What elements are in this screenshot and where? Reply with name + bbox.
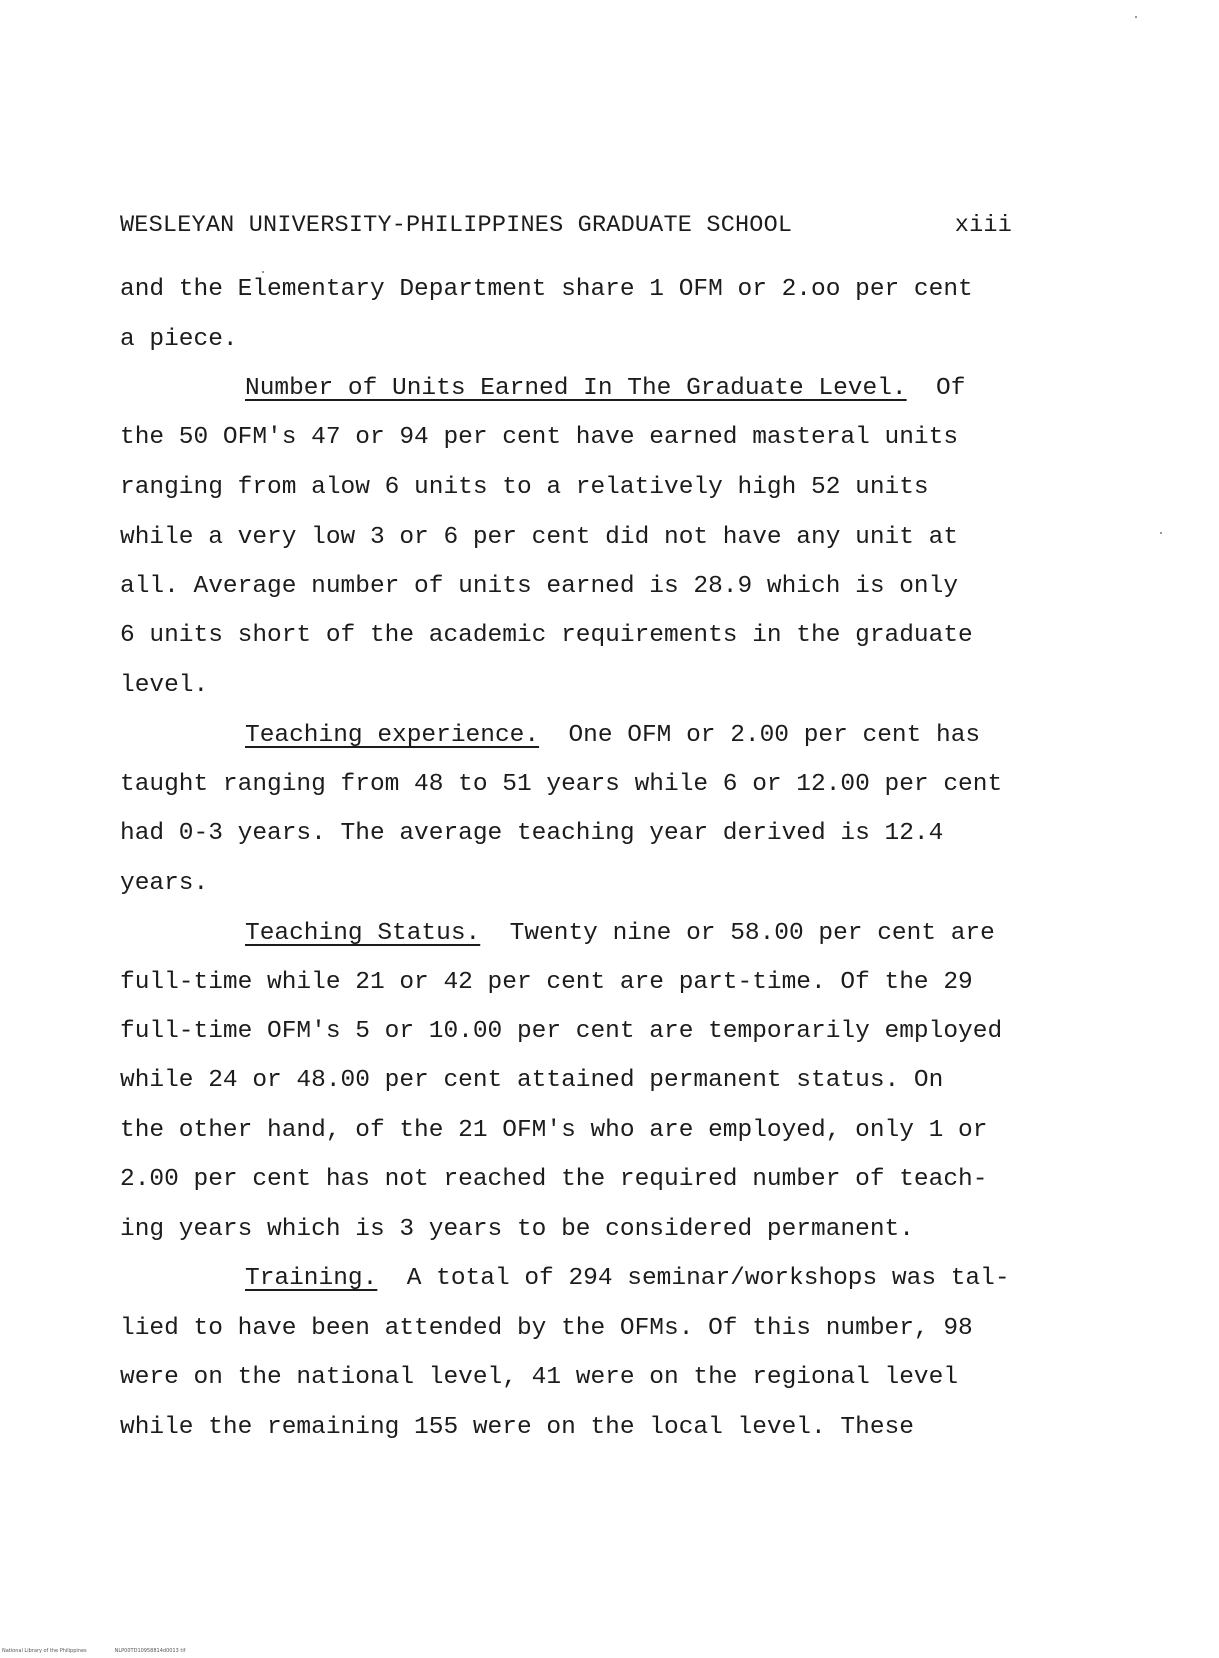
footer-code: NLP00TD10958814d0013 tif (114, 1648, 186, 1654)
section-heading-line: Teaching Status. Twenty nine or 58.00 per cent are (245, 920, 995, 947)
body-line: while 24 or 48.00 per cent attained permanent status. On (120, 1067, 944, 1094)
section-heading-units: Number of Units Earned In The Graduate Level. (245, 375, 907, 402)
body-line: lied to have been attended by the OFMs. Of this number, 98 (120, 1315, 973, 1342)
running-header (120, 212, 1012, 244)
scan-footer (2, 1648, 186, 1654)
body-line: 2.00 per cent has not reached the required number of teach- (120, 1166, 988, 1193)
footer-library: National Library of the Philippines (2, 1648, 87, 1654)
body-line: ranging from alow 6 units to a relatively high 52 units (120, 474, 929, 501)
body-line: were on the national level, 41 were on the regional level (120, 1364, 959, 1391)
body-line: taught ranging from 48 to 51 years while 6 or 12.00 per cent (120, 771, 1003, 798)
section-heading-line: Teaching experience. One OFM or 2.00 per cent has (245, 722, 981, 749)
body-line: while a very low 3 or 6 per cent did not have any unit at (120, 524, 959, 551)
section-heading-experience: Teaching experience. (245, 722, 540, 749)
section-heading-status: Teaching Status. (245, 920, 481, 947)
section-heading-training: Training. (245, 1265, 378, 1292)
school-name: WESLEYAN UNIVERSITY-PHILIPPINES GRADUATE SCHOOL (120, 212, 793, 239)
page-number: xiii (954, 212, 1012, 239)
scan-speck (1160, 532, 1162, 534)
body-line: had 0-3 years. The average teaching year derived is 12.4 (120, 820, 944, 847)
body-line: full-time while 21 or 42 per cent are part-time. Of the 29 (120, 969, 973, 996)
body-line: a piece. (120, 326, 238, 353)
body-line: the 50 OFM's 47 or 94 per cent have earned masteral units (120, 424, 959, 451)
section-heading-line: Number of Units Earned In The Graduate Level. Of (245, 375, 966, 402)
scan-speck (262, 271, 264, 273)
body-line: full-time OFM's 5 or 10.00 per cent are temporarily employed (120, 1018, 1003, 1045)
body-line: ing years which is 3 years to be considered permanent. (120, 1216, 914, 1243)
body-line: while the remaining 155 were on the local level. These (120, 1414, 914, 1441)
body-line: years. (120, 870, 209, 897)
body-line: and the Elementary Department share 1 OFM or 2.oo per cent (120, 276, 973, 303)
body-line: 6 units short of the academic requirements in the graduate (120, 622, 973, 649)
section-heading-line: Training. A total of 294 seminar/workshops was tal- (245, 1265, 1010, 1292)
body-line: level. (120, 672, 209, 699)
body-line: all. Average number of units earned is 28.9 which is only (120, 573, 959, 600)
scan-speck (1135, 16, 1137, 18)
body-line: the other hand, of the 21 OFM's who are employed, only 1 or (120, 1117, 988, 1144)
